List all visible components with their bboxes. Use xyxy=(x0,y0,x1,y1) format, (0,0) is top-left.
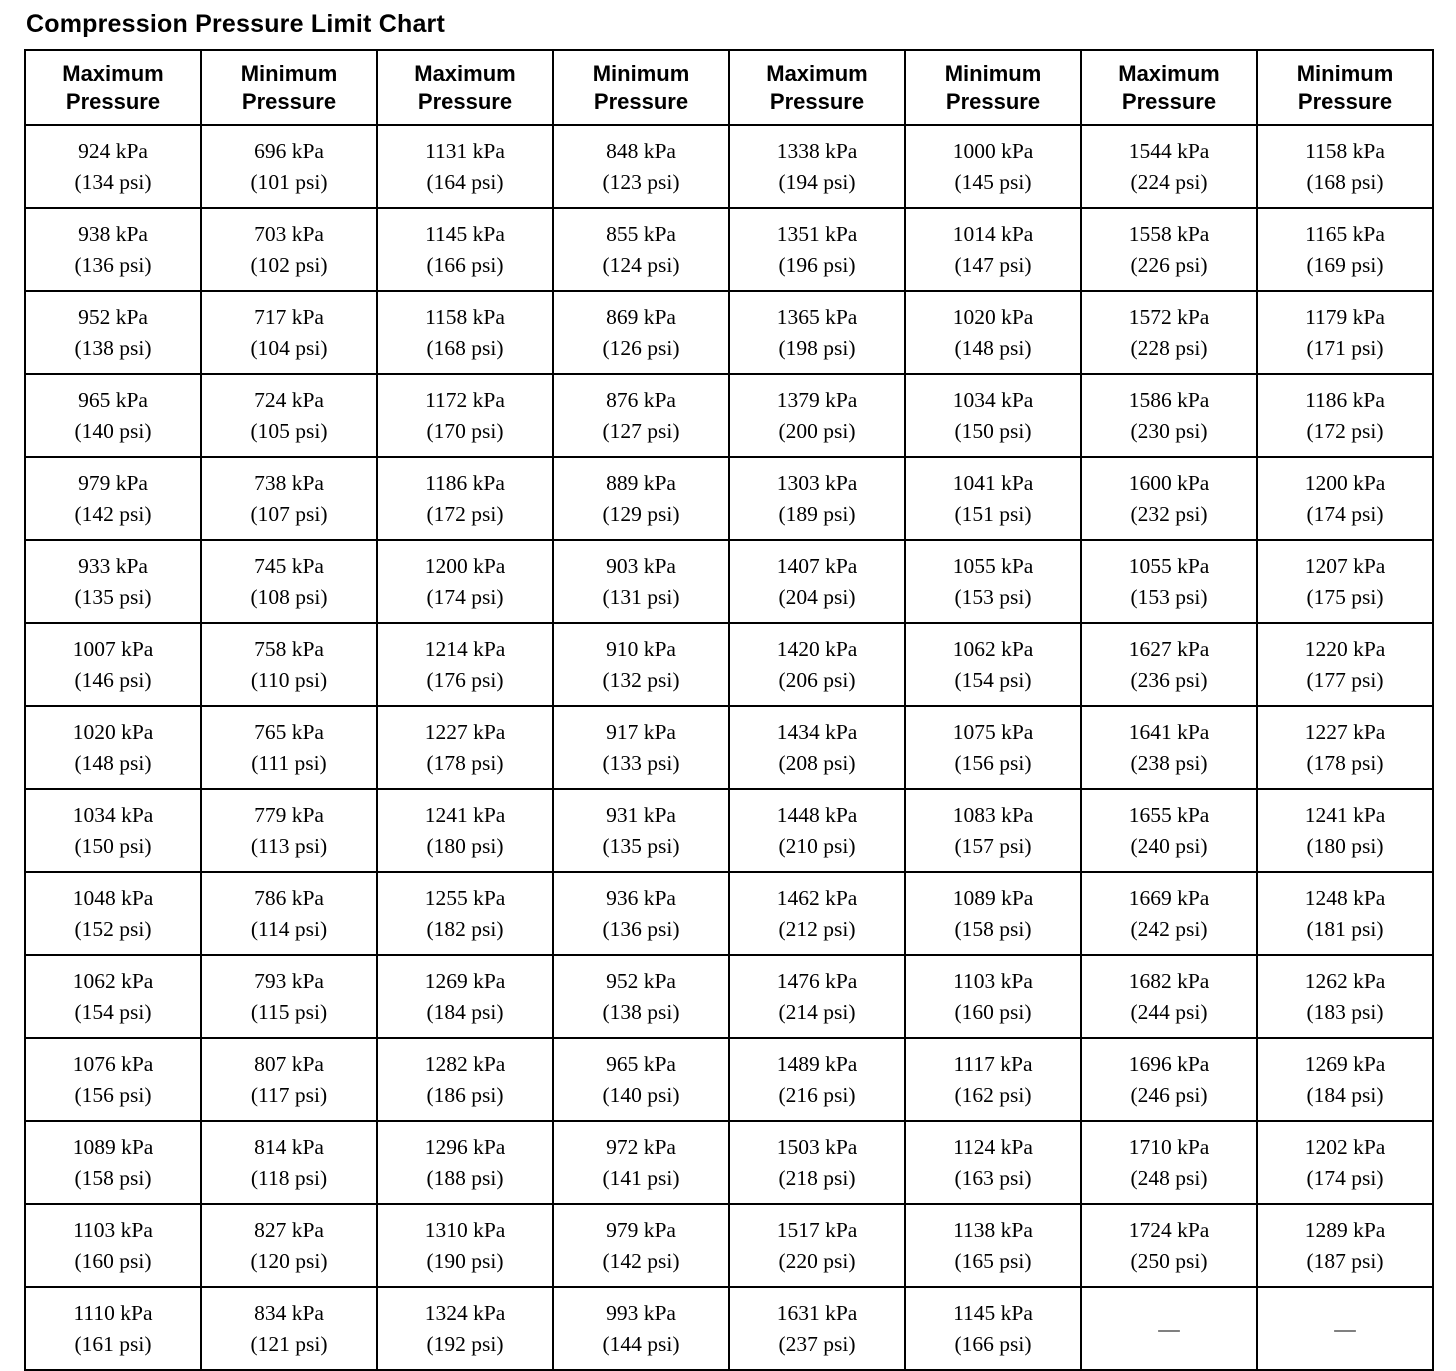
table-cell: 1131 kPa (164 psi) xyxy=(377,125,553,208)
table-cell: 1282 kPa (186 psi) xyxy=(377,1038,553,1121)
table-row xyxy=(25,208,1433,291)
table-cell: 1055 kPa (153 psi) xyxy=(1081,540,1257,623)
table-cell: 738 kPa (107 psi) xyxy=(201,457,377,540)
table-row xyxy=(25,872,1433,955)
table-cell: 972 kPa (141 psi) xyxy=(553,1121,729,1204)
table-cell: 965 kPa (140 psi) xyxy=(25,374,201,457)
table-cell: 1379 kPa (200 psi) xyxy=(729,374,905,457)
table-cell: 1158 kPa (168 psi) xyxy=(1257,125,1433,208)
table-cell: 1055 kPa (153 psi) xyxy=(905,540,1081,623)
table-row xyxy=(25,955,1433,1038)
table-cell: 1145 kPa (166 psi) xyxy=(905,1287,1081,1370)
table-row xyxy=(25,125,1433,208)
table-cell: 952 kPa (138 psi) xyxy=(25,291,201,374)
table-cell: 1014 kPa (147 psi) xyxy=(905,208,1081,291)
table-cell: 1227 kPa (178 psi) xyxy=(377,706,553,789)
table-cell: 1503 kPa (218 psi) xyxy=(729,1121,905,1204)
table-cell: 1034 kPa (150 psi) xyxy=(905,374,1081,457)
table-cell: 1669 kPa (242 psi) xyxy=(1081,872,1257,955)
table-row xyxy=(25,1038,1433,1121)
table-row xyxy=(25,540,1433,623)
table-cell: 848 kPa (123 psi) xyxy=(553,125,729,208)
table-cell: 889 kPa (129 psi) xyxy=(553,457,729,540)
table-cell: 1448 kPa (210 psi) xyxy=(729,789,905,872)
table-cell: 1186 kPa (172 psi) xyxy=(1257,374,1433,457)
table-cell: 1200 kPa (174 psi) xyxy=(377,540,553,623)
table-row xyxy=(25,789,1433,872)
table-cell: 814 kPa (118 psi) xyxy=(201,1121,377,1204)
table-cell: 1207 kPa (175 psi) xyxy=(1257,540,1433,623)
table-cell: 1324 kPa (192 psi) xyxy=(377,1287,553,1370)
table-cell: 979 kPa (142 psi) xyxy=(25,457,201,540)
table-cell: 952 kPa (138 psi) xyxy=(553,955,729,1038)
table-cell: 1186 kPa (172 psi) xyxy=(377,457,553,540)
table-cell: 1110 kPa (161 psi) xyxy=(25,1287,201,1370)
table-cell: 1214 kPa (176 psi) xyxy=(377,623,553,706)
table-cell: 931 kPa (135 psi) xyxy=(553,789,729,872)
column-header: Maximum Pressure xyxy=(25,50,201,125)
table-cell: 1062 kPa (154 psi) xyxy=(905,623,1081,706)
table-cell: 910 kPa (132 psi) xyxy=(553,623,729,706)
table-cell: 1048 kPa (152 psi) xyxy=(25,872,201,955)
table-cell: 1165 kPa (169 psi) xyxy=(1257,208,1433,291)
column-header: Minimum Pressure xyxy=(553,50,729,125)
table-cell: 1696 kPa (246 psi) xyxy=(1081,1038,1257,1121)
table-row xyxy=(25,1287,1433,1370)
table-cell: 965 kPa (140 psi) xyxy=(553,1038,729,1121)
table-cell: 1179 kPa (171 psi) xyxy=(1257,291,1433,374)
page-title: Compression Pressure Limit Chart xyxy=(26,10,446,38)
table-cell: 1338 kPa (194 psi) xyxy=(729,125,905,208)
table-cell: 979 kPa (142 psi) xyxy=(553,1204,729,1287)
table-cell: 1434 kPa (208 psi) xyxy=(729,706,905,789)
table-cell: 1365 kPa (198 psi) xyxy=(729,291,905,374)
table-cell: 1655 kPa (240 psi) xyxy=(1081,789,1257,872)
column-header: Maximum Pressure xyxy=(729,50,905,125)
table-cell: 1089 kPa (158 psi) xyxy=(905,872,1081,955)
table-cell: 834 kPa (121 psi) xyxy=(201,1287,377,1370)
table-cell: 1241 kPa (180 psi) xyxy=(377,789,553,872)
table-cell: 936 kPa (136 psi) xyxy=(553,872,729,955)
table-body xyxy=(25,125,1433,1370)
table-cell: 1227 kPa (178 psi) xyxy=(1257,706,1433,789)
table-cell: 1269 kPa (184 psi) xyxy=(377,955,553,1038)
table-cell: 1138 kPa (165 psi) xyxy=(905,1204,1081,1287)
table-cell: 1158 kPa (168 psi) xyxy=(377,291,553,374)
table-cell: 1710 kPa (248 psi) xyxy=(1081,1121,1257,1204)
table-cell: 1420 kPa (206 psi) xyxy=(729,623,905,706)
table-cell: 1517 kPa (220 psi) xyxy=(729,1204,905,1287)
table-cell: 1641 kPa (238 psi) xyxy=(1081,706,1257,789)
table-cell: 1682 kPa (244 psi) xyxy=(1081,955,1257,1038)
table-cell: 703 kPa (102 psi) xyxy=(201,208,377,291)
table-cell: 903 kPa (131 psi) xyxy=(553,540,729,623)
table-cell: 1083 kPa (157 psi) xyxy=(905,789,1081,872)
table-header xyxy=(25,50,1433,125)
table-cell: 1462 kPa (212 psi) xyxy=(729,872,905,955)
table-row xyxy=(25,374,1433,457)
table-cell: 933 kPa (135 psi) xyxy=(25,540,201,623)
table-cell: 1572 kPa (228 psi) xyxy=(1081,291,1257,374)
table-row xyxy=(25,706,1433,789)
table-cell: 793 kPa (115 psi) xyxy=(201,955,377,1038)
table-cell: 855 kPa (124 psi) xyxy=(553,208,729,291)
table-cell: 1117 kPa (162 psi) xyxy=(905,1038,1081,1121)
table-cell: 1296 kPa (188 psi) xyxy=(377,1121,553,1204)
table-cell: 917 kPa (133 psi) xyxy=(553,706,729,789)
table-cell: 1034 kPa (150 psi) xyxy=(25,789,201,872)
column-header: Minimum Pressure xyxy=(1257,50,1433,125)
table-cell: 1631 kPa (237 psi) xyxy=(729,1287,905,1370)
table-cell: 1269 kPa (184 psi) xyxy=(1257,1038,1433,1121)
table-cell: 1202 kPa (174 psi) xyxy=(1257,1121,1433,1204)
column-header: Maximum Pressure xyxy=(1081,50,1257,125)
table-cell: 1041 kPa (151 psi) xyxy=(905,457,1081,540)
table-cell: 1076 kPa (156 psi) xyxy=(25,1038,201,1121)
table-cell: 1200 kPa (174 psi) xyxy=(1257,457,1433,540)
table-row xyxy=(25,1121,1433,1204)
table-cell: 1145 kPa (166 psi) xyxy=(377,208,553,291)
table-cell: 1724 kPa (250 psi) xyxy=(1081,1204,1257,1287)
table-cell: 1476 kPa (214 psi) xyxy=(729,955,905,1038)
table-cell: 1289 kPa (187 psi) xyxy=(1257,1204,1433,1287)
table-cell: 1627 kPa (236 psi) xyxy=(1081,623,1257,706)
table-cell: 1303 kPa (189 psi) xyxy=(729,457,905,540)
table-cell: 807 kPa (117 psi) xyxy=(201,1038,377,1121)
table-cell: 1310 kPa (190 psi) xyxy=(377,1204,553,1287)
table-cell: 1075 kPa (156 psi) xyxy=(905,706,1081,789)
table-cell: 1248 kPa (181 psi) xyxy=(1257,872,1433,955)
table-cell: 745 kPa (108 psi) xyxy=(201,540,377,623)
table-cell: 758 kPa (110 psi) xyxy=(201,623,377,706)
header-row xyxy=(25,50,1433,125)
table-cell: 1241 kPa (180 psi) xyxy=(1257,789,1433,872)
table-cell: 1103 kPa (160 psi) xyxy=(905,955,1081,1038)
table-cell: 786 kPa (114 psi) xyxy=(201,872,377,955)
table-cell: — xyxy=(1257,1287,1433,1370)
table-cell: 1172 kPa (170 psi) xyxy=(377,374,553,457)
table-row xyxy=(25,457,1433,540)
table-cell: 724 kPa (105 psi) xyxy=(201,374,377,457)
table-cell: 696 kPa (101 psi) xyxy=(201,125,377,208)
table-cell: 1000 kPa (145 psi) xyxy=(905,125,1081,208)
table-cell: 1089 kPa (158 psi) xyxy=(25,1121,201,1204)
column-header: Maximum Pressure xyxy=(377,50,553,125)
table-cell: 1020 kPa (148 psi) xyxy=(905,291,1081,374)
table-row xyxy=(25,291,1433,374)
table-cell: 938 kPa (136 psi) xyxy=(25,208,201,291)
column-header: Minimum Pressure xyxy=(905,50,1081,125)
table-cell: 1262 kPa (183 psi) xyxy=(1257,955,1433,1038)
table-cell: 993 kPa (144 psi) xyxy=(553,1287,729,1370)
compression-pressure-table xyxy=(24,49,1434,1371)
table-row xyxy=(25,623,1433,706)
table-cell: — xyxy=(1081,1287,1257,1370)
table-cell: 717 kPa (104 psi) xyxy=(201,291,377,374)
table-cell: 1600 kPa (232 psi) xyxy=(1081,457,1257,540)
table-cell: 1062 kPa (154 psi) xyxy=(25,955,201,1038)
table-cell: 1020 kPa (148 psi) xyxy=(25,706,201,789)
table-cell: 1544 kPa (224 psi) xyxy=(1081,125,1257,208)
table-cell: 1124 kPa (163 psi) xyxy=(905,1121,1081,1204)
table-cell: 1586 kPa (230 psi) xyxy=(1081,374,1257,457)
table-cell: 1220 kPa (177 psi) xyxy=(1257,623,1433,706)
table-cell: 1407 kPa (204 psi) xyxy=(729,540,905,623)
table-cell: 1103 kPa (160 psi) xyxy=(25,1204,201,1287)
table-cell: 869 kPa (126 psi) xyxy=(553,291,729,374)
column-header: Minimum Pressure xyxy=(201,50,377,125)
table-cell: 779 kPa (113 psi) xyxy=(201,789,377,872)
table-cell: 1558 kPa (226 psi) xyxy=(1081,208,1257,291)
table-cell: 1489 kPa (216 psi) xyxy=(729,1038,905,1121)
table-cell: 1007 kPa (146 psi) xyxy=(25,623,201,706)
table-cell: 827 kPa (120 psi) xyxy=(201,1204,377,1287)
table-cell: 924 kPa (134 psi) xyxy=(25,125,201,208)
table-cell: 1351 kPa (196 psi) xyxy=(729,208,905,291)
table-cell: 765 kPa (111 psi) xyxy=(201,706,377,789)
table-cell: 876 kPa (127 psi) xyxy=(553,374,729,457)
table-row xyxy=(25,1204,1433,1287)
table-cell: 1255 kPa (182 psi) xyxy=(377,872,553,955)
